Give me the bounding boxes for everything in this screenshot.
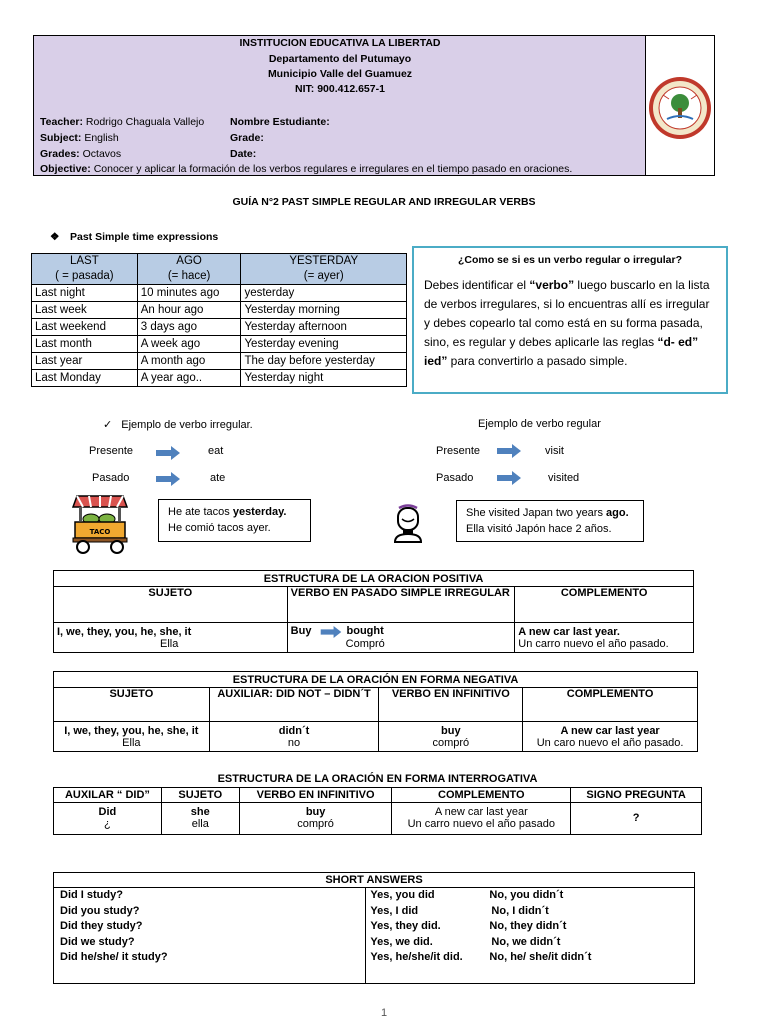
regular-present-label: Presente	[436, 445, 481, 457]
header-last: LAST ( = pasada)	[32, 254, 138, 285]
regular-sentence-en: She visited Japan two years ago.	[466, 507, 629, 519]
header-ago: AGO (= hace)	[137, 254, 241, 285]
list-item: Did we study?	[60, 935, 135, 948]
grades-line: Grades: Octavos	[40, 148, 122, 160]
cell: Last week	[32, 302, 138, 319]
cell: A year ago..	[137, 370, 241, 387]
table-row	[32, 370, 407, 387]
nit: NIT: 900.412.657-1	[295, 83, 385, 95]
time-expressions-heading: ❖ Past Simple time expressions	[50, 231, 219, 243]
regular-past-label: Pasado	[436, 472, 474, 484]
check-icon: ✓	[103, 419, 113, 431]
cell: Yesterday night	[241, 370, 407, 387]
negative-aux-cell: didn´t no	[209, 722, 379, 752]
table-header-row	[32, 254, 407, 285]
short-answers-table	[53, 872, 695, 984]
header-complemento: COMPLEMENTO	[515, 587, 694, 623]
cell: Last year	[32, 353, 138, 370]
regular-present-verb: visit	[545, 445, 564, 457]
header-complemento: COMPLEMENTO	[523, 688, 698, 722]
header-verbo-infinitivo: VERBO EN INFINITIVO	[379, 688, 523, 722]
arrow-right-icon	[319, 626, 343, 638]
page-number: 1	[380, 1007, 388, 1019]
irregular-sentence-es: He comió tacos ayer.	[168, 522, 271, 534]
header-verbo: VERBO EN PASADO SIMPLE IRREGULAR	[287, 587, 515, 623]
negative-verb-cell: buy compró	[379, 722, 523, 752]
cell: 3 days ago	[137, 319, 241, 336]
regular-past-verb: visited	[548, 472, 580, 484]
arrow-right-icon	[497, 444, 521, 458]
negative-structure-table	[53, 671, 698, 752]
negative-complement-cell: A new car last year Un caro nuevo el año pasado.	[523, 722, 698, 752]
table-row	[32, 285, 407, 302]
negative-title: ESTRUCTURA DE LA ORACIÓN EN FORMA NEGATIVA	[54, 672, 698, 688]
student-name-label: Nombre Estudiante:	[230, 116, 330, 128]
svg-text:TACO: TACO	[89, 528, 111, 536]
list-item: Yes, I did No, I didn´t	[370, 904, 549, 917]
header-sujeto: SUJETO	[161, 787, 239, 802]
regular-example-title: Ejemplo de verbo regular	[478, 418, 601, 430]
arrow-right-icon	[497, 471, 521, 485]
institution-name: INSTITUCION EDUCATIVA LA LIBERTAD	[239, 37, 441, 49]
cell: Last night	[32, 285, 138, 302]
positive-subject-cell: I, we, they, you, he, she, it Ella	[54, 623, 288, 653]
school-seal-icon	[647, 75, 713, 141]
irregular-sentence-en: He ate tacos yesterday.	[168, 506, 287, 518]
irregular-present-verb: eat	[208, 445, 224, 457]
logo-cell	[645, 36, 714, 175]
teacher-line: Teacher: Rodrigo Chaguala Vallejo	[40, 116, 205, 128]
table-row	[32, 319, 407, 336]
header-auxiliar: AUXILIAR: DID NOT – DIDN´T	[209, 688, 379, 722]
short-answers-title: SHORT ANSWERS	[54, 873, 695, 888]
cell: A week ago	[137, 336, 241, 353]
interrogative-aux-cell: Did ¿	[54, 802, 162, 834]
list-item: Did you study?	[60, 904, 140, 917]
document-header	[33, 35, 715, 176]
cell: Last weekend	[32, 319, 138, 336]
irregular-past-verb: ate	[210, 472, 226, 484]
regular-irregular-rule-box	[412, 246, 728, 394]
cell: Last Monday	[32, 370, 138, 387]
department: Departamento del Putumayo	[268, 53, 412, 65]
arrow-right-icon	[156, 446, 180, 460]
list-item: Yes, we did. No, we didn´t	[370, 935, 561, 948]
irregular-past-label: Pasado	[92, 472, 130, 484]
regular-sentence-es: Ella visitó Japón hace 2 años.	[466, 523, 612, 535]
cell: Yesterday evening	[241, 336, 407, 353]
rule-question: ¿Como se si es un verbo regular o irregular?	[457, 254, 683, 266]
table-row	[32, 336, 407, 353]
header-sujeto: SUJETO	[54, 587, 288, 623]
header-yesterday: YESTERDAY (= ayer)	[241, 254, 407, 285]
list-item: Did they study?	[60, 920, 143, 932]
guide-title: GUÍA N°2 PAST SIMPLE REGULAR AND IRREGULAR VERBS	[232, 196, 536, 208]
interrogative-complement-cell: A new car last year Un carro nuevo el año pasado	[392, 802, 571, 834]
cell: 10 minutes ago	[137, 285, 241, 302]
header-sujeto: SUJETO	[54, 688, 210, 722]
list-item: Yes, you did No, you didn´t	[370, 889, 564, 901]
short-questions-cell	[54, 888, 366, 984]
date-label: Date:	[230, 148, 257, 160]
header-signo-pregunta: SIGNO PREGUNTA	[571, 787, 702, 802]
header-verbo-infinitivo: VERBO EN INFINITIVO	[239, 787, 392, 802]
rule-text: Debes identificar el “verbo” luego buscarlo en la lista de verbos irregulares, si lo encuentras allí es irregular y debes copearlo tal como está en su forma pasada, sino, es regular y debes aplicarle las reglas “d- ed” ied” para convertirlo a pasado simple.	[424, 278, 710, 368]
table-row	[32, 353, 407, 370]
short-answers-cell	[366, 888, 695, 984]
positive-title: ESTRUCTURA DE LA ORACION POSITIVA	[54, 571, 694, 587]
negative-subject-cell: I, we, they, you, he, she, it Ella	[54, 722, 210, 752]
irregular-example-title: ✓ Ejemplo de verbo irregular.	[103, 419, 253, 431]
regular-sentence-box	[456, 500, 644, 542]
irregular-sentence-box	[158, 499, 311, 542]
list-item: Did he/she/ it study?	[60, 951, 168, 963]
interrogative-structure-table	[53, 771, 702, 835]
cell: Yesterday morning	[241, 302, 407, 319]
interrogative-title: ESTRUCTURA DE LA ORACIÓN EN FORMA INTERROGATIVA	[54, 771, 702, 787]
table-row	[32, 302, 407, 319]
positive-structure-table	[53, 570, 694, 653]
cell: Last month	[32, 336, 138, 353]
positive-complement-cell: A new car last year. Un carro nuevo el año pasado.	[515, 623, 694, 653]
cell: An hour ago	[137, 302, 241, 319]
positive-verb-cell: Buy bought Compró	[287, 623, 515, 653]
cell: Yesterday afternoon	[241, 319, 407, 336]
header-auxiliar: AUXILAR “ DID”	[54, 787, 162, 802]
header-complemento: COMPLEMENTO	[392, 787, 571, 802]
cell: The day before yesterday	[241, 353, 407, 370]
cell: A month ago	[137, 353, 241, 370]
list-item: Did I study?	[60, 889, 123, 901]
list-item: Yes, he/she/it did. No, he/ she/it didn´t	[370, 951, 592, 963]
municipality: Municipio Valle del Guamuez	[267, 68, 413, 80]
time-expressions-table	[31, 253, 407, 387]
diamond-bullet-icon: ❖	[50, 231, 60, 243]
subject-line: Subject: English	[40, 132, 119, 144]
objective-line: Objective: Conocer y aplicar la formación de los verbos regulares e irregulares en el tiempo pasado en oraciones.	[40, 163, 573, 175]
interrogative-verb-cell: buy compró	[239, 802, 392, 834]
grade-label: Grade:	[230, 132, 264, 144]
list-item: Yes, they did. No, they didn´t	[370, 920, 567, 932]
irregular-present-label: Presente	[89, 445, 134, 457]
interrogative-subject-cell: she ella	[161, 802, 239, 834]
arrow-right-icon	[156, 472, 180, 486]
taco-cart-icon	[69, 493, 131, 555]
traveler-icon	[390, 504, 426, 544]
interrogative-sign-cell: ?	[571, 802, 702, 834]
cell: yesterday	[241, 285, 407, 302]
